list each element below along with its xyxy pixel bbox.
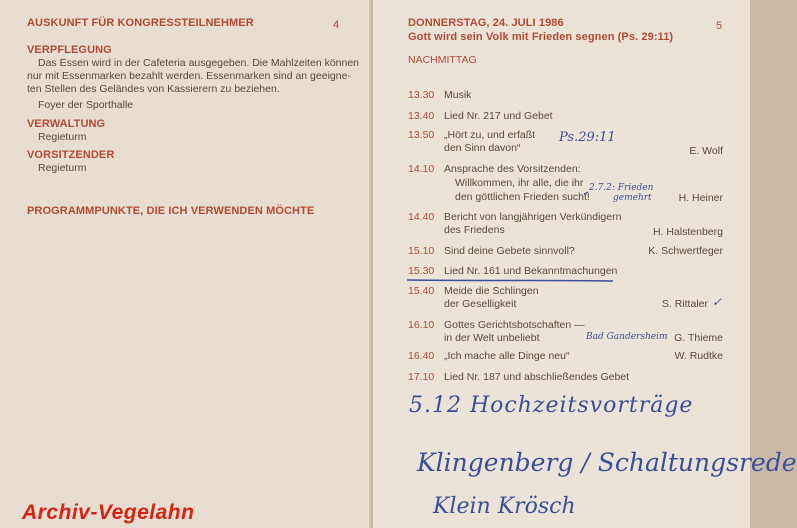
ink-arrow-mark <box>584 192 588 194</box>
session-label: NACHMITTAG <box>408 54 477 66</box>
handwritten-line-c: Klein Krösch <box>433 494 576 519</box>
program-title: Ansprache des Vorsitzenden: <box>444 163 581 175</box>
program-time: 16.10 <box>408 319 435 331</box>
program-speaker: W. Rudtke <box>674 350 723 362</box>
verpflegung-location: Foyer der Sporthalle <box>38 99 134 111</box>
day-motto: Gott wird sein Volk mit Frieden segnen (Ps. 29:11) <box>408 31 674 43</box>
verpflegung-title: VERPFLEGUNG <box>27 44 112 56</box>
underline-mark <box>407 280 613 281</box>
right-page-number: 5 <box>716 20 723 32</box>
program-speaker: G. Thieme <box>674 332 723 344</box>
day-title: DONNERSTAG, 24. JULI 1986 <box>408 17 564 29</box>
program-time: 13.50 <box>408 129 435 141</box>
right-page <box>373 0 797 528</box>
handwritten-friede-line2: gemehrt <box>613 193 652 203</box>
program-title-line2: der Geselligkeit <box>444 298 517 310</box>
program-speaker: E. Wolf <box>689 145 723 157</box>
handwritten-ps-note: Ps.29:11 <box>559 130 616 145</box>
program-time: 15.40 <box>408 285 435 297</box>
vorsitzender-location: Regieturm <box>38 162 87 174</box>
program-title-line2: Willkommen, ihr alle, die ihr <box>455 177 584 189</box>
program-title: Lied Nr. 187 und abschließendes Gebet <box>444 371 630 383</box>
handwritten-line-b: Klingenberg / Schaltungsrede <box>417 448 797 477</box>
program-time: 15.30 <box>408 265 435 277</box>
left-page-number: 4 <box>333 19 340 31</box>
program-time: 15.10 <box>408 245 435 257</box>
program-title: Bericht von langjährigen Verkündigern <box>444 211 622 223</box>
handwritten-bad-note: Bad Gandersheim <box>586 332 668 342</box>
program-title-line2: in der Welt unbeliebt <box>444 332 540 344</box>
program-title: Sind deine Gebete sinnvoll? <box>444 245 575 257</box>
verwaltung-location: Regieturm <box>38 131 87 143</box>
programmpunkte-title: PROGRAMMPUNKTE, DIE ICH VERWENDEN MÖCHTE <box>27 205 315 217</box>
left-page <box>0 0 373 528</box>
handwritten-friede-note <box>589 183 653 203</box>
handwritten-line-a: 5.12 Hochzeitsvorträge <box>409 393 694 418</box>
program-title-line2: des Friedens <box>444 224 505 236</box>
program-time: 16.40 <box>408 350 435 362</box>
check-mark-icon: ✓ <box>712 295 723 309</box>
program-title: Gottes Gerichtsbotschaften — <box>444 319 585 331</box>
program-title: Musik <box>444 89 472 101</box>
program-speaker: H. Halstenberg <box>652 226 723 238</box>
program-speaker: S. Rittaler <box>661 298 708 310</box>
verwaltung-title: VERWALTUNG <box>27 118 106 130</box>
program-title: „Ich mache alle Dinge neu“ <box>444 350 570 362</box>
program-time: 17.10 <box>408 371 435 383</box>
verpflegung-text-line1: Das Essen wird in der Cafeteria ausgegeben. Die Mahlzeiten können <box>38 57 360 69</box>
vorsitzender-title: VORSITZENDER <box>27 149 115 161</box>
program-time: 14.10 <box>408 163 435 175</box>
program-title: Lied Nr. 161 und Bekanntmachungen <box>444 265 618 277</box>
program-title-line2: den Sinn davon“ <box>444 142 521 154</box>
archive-watermark: Archiv-Vegelahn <box>22 501 195 524</box>
verpflegung-text-line3: ten Stellen des Geländes von Kassierern zu beziehen. <box>27 83 280 95</box>
program-time: 14.40 <box>408 211 435 223</box>
program-title: „Hört zu, und erfaßt <box>444 129 536 141</box>
handwritten-friede-line1: 2.7.2: Frieden <box>589 183 654 193</box>
program-title: Lied Nr. 217 und Gebet <box>444 110 553 122</box>
verpflegung-text-line2: nur mit Essenmarken bezahlt werden. Essenmarken sind an geeigne- <box>27 70 351 82</box>
program-speaker: K. Schwertfeger <box>648 245 723 257</box>
program-title: Meide die Schlingen <box>444 285 539 297</box>
left-header-title: AUSKUNFT FÜR KONGRESSTEILNEHMER <box>27 17 254 29</box>
program-time: 13.30 <box>408 89 435 101</box>
program-speaker: H. Heiner <box>678 192 723 204</box>
program-title-line3: den göttlichen Frieden sucht! <box>455 191 590 203</box>
program-time: 13.40 <box>408 110 435 122</box>
